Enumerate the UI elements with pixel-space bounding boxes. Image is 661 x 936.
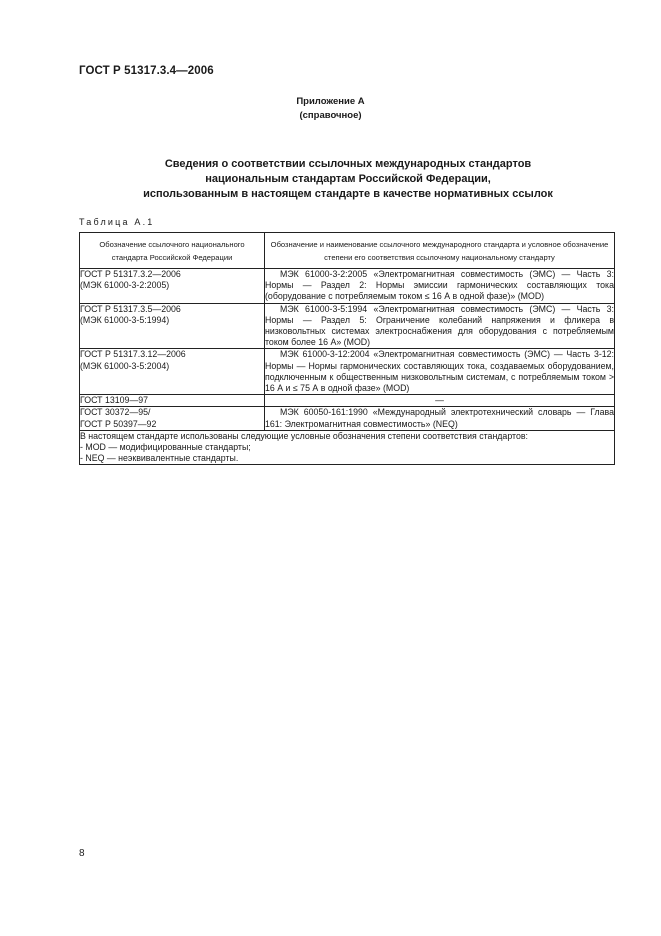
international-description: МЭК 61000-3-2:2005 «Электромагнитная совместимость (ЭМС) — Часть 3: Нормы — Раздел 2: Нормы эмиссии гармонических составляющих тока (оборудование с потребляемым током ≤ 16 А в одной фазе)» (MOD) (265, 269, 614, 302)
header-national-standard: Обозначение ссылочного национального стандарта Российской Федерации (80, 233, 265, 269)
reference-table (79, 232, 615, 465)
annex-title: Приложение А (296, 96, 365, 107)
annex-subtitle: (справочное) (299, 110, 362, 121)
international-standard-cell (265, 303, 615, 349)
international-standard-cell: — (265, 395, 615, 407)
international-description: МЭК 61000-3-12:2004 «Электромагнитная совместимость (ЭМС) — Часть 3-12: Нормы — Нормы гармонических составляющих тока, создаваемых оборудованием, подключенным к общественным низковольтным системам, с потребляемым током > 16 А и ≤ 75 А в одной фазе» (MOD) (265, 349, 614, 394)
international-standard-cell (265, 269, 615, 304)
table-row (80, 407, 615, 430)
international-description: МЭК 60050-161:1990 «Международный электротехнический словарь — Глава 161: Электромагнитная совместимость» (NEQ) (265, 407, 614, 429)
table-notes (80, 430, 615, 465)
national-standard-cell (80, 303, 265, 349)
national-designation: ГОСТ Р 51317.3.12—2006 (80, 349, 186, 360)
national-standard-cell (80, 349, 265, 395)
table-row (80, 349, 615, 395)
national-designation: ГОСТ 30372—95/ (80, 407, 151, 418)
table-header-row (80, 233, 615, 269)
section-title-line: Сведения о соответствии ссылочных международных стандартов (164, 158, 532, 170)
table-caption: Таблица А.1 (79, 217, 155, 227)
international-description: МЭК 61000-3-5:1994 «Электромагнитная совместимость (ЭМС) — Часть 3: Нормы — Раздел 5: Ограничение колебаний напряжения и фликера в низковольтных системах электроснабжения для оборудования с потребляемым током более 16 А» (MOD) (265, 303, 614, 348)
national-standard-cell (80, 269, 265, 304)
document-header-code: ГОСТ Р 51317.3.4—2006 (79, 65, 214, 77)
international-standard-cell (265, 407, 615, 430)
national-designation-iec: (МЭК 61000-3-5:2004) (80, 360, 170, 371)
section-title-line: использованным в настоящем стандарте в качестве нормативных ссылок (143, 188, 553, 200)
national-standard-cell (80, 395, 265, 407)
table-notes-row (80, 430, 615, 465)
national-designation: ГОСТ 13109—97 (80, 395, 149, 406)
notes-mod: - MOD — модифицированные стандарты; (80, 442, 251, 453)
national-designation-iec: (МЭК 61000-3-2:2005) (80, 280, 170, 291)
table-row (80, 269, 615, 304)
section-title (0, 157, 661, 202)
table-row (80, 303, 615, 349)
table-row (80, 395, 615, 407)
national-designation: ГОСТ Р 51317.3.5—2006 (80, 303, 181, 314)
international-standard-cell (265, 349, 615, 395)
national-designation-iec: (МЭК 61000-3-5:1994) (80, 314, 170, 325)
national-standard-cell (80, 407, 265, 430)
national-designation-secondary: ГОСТ Р 50397—92 (80, 418, 157, 429)
notes-intro: В настоящем стандарте использованы следующие условные обозначения степени соответствия стандартов: (80, 430, 528, 441)
section-title-line: национальным стандартам Российской Федерации, (205, 173, 491, 185)
page-number: 8 (79, 848, 85, 859)
annex-heading (0, 95, 661, 123)
notes-neq: - NEQ — неэквивалентные стандарты. (80, 453, 239, 464)
national-designation: ГОСТ Р 51317.3.2—2006 (80, 269, 181, 279)
header-international-standard: Обозначение и наименование ссылочного международного стандарта и условное обозначение степени его соответствия ссылочному национальному стандарту (265, 233, 615, 269)
